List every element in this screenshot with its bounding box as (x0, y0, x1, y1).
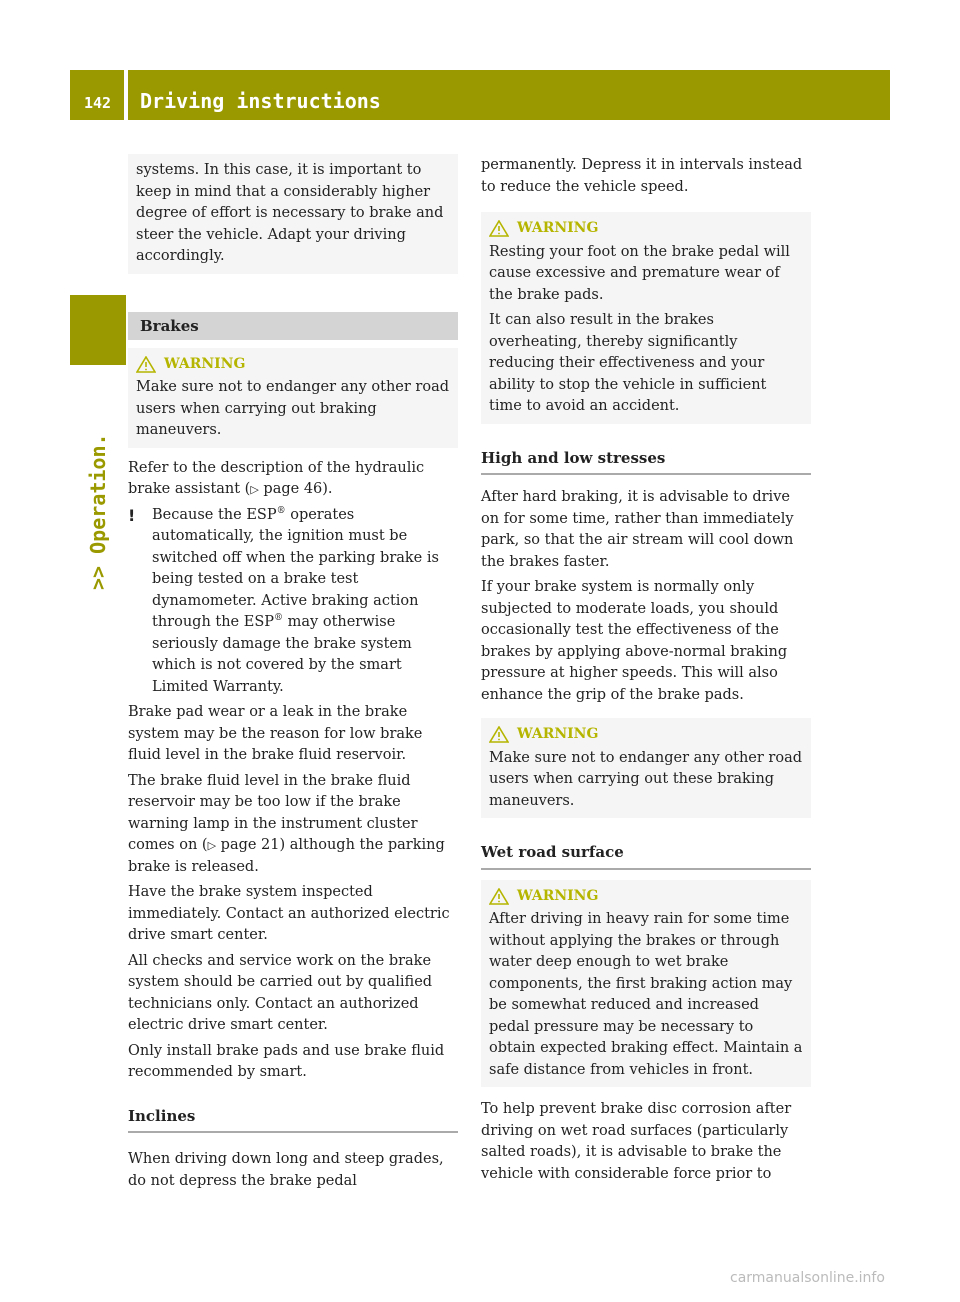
registered-mark: ® (274, 613, 284, 624)
warning-box (481, 718, 811, 818)
warning-header (136, 354, 450, 376)
warning-text: Resting your foot on the brake pedal will cause excessive and premature wear of the brake pads. (489, 243, 790, 303)
paragraph-inclines: When driving down long and steep grades, do not depress the brake pedal (128, 1151, 444, 1189)
paragraph-inspect: Have the brake system inspected immediately. Contact an authorized electric drive smart center. (128, 884, 450, 943)
side-tab-label: >> Operation. (86, 433, 110, 590)
warning-triangle-icon (136, 356, 156, 373)
text: Because the ESP (152, 506, 277, 523)
heading-wet-road: Wet road surface (481, 842, 811, 870)
note-text (152, 505, 458, 699)
warning-triangle-icon (489, 888, 509, 905)
continued-warning-box (128, 154, 458, 274)
paragraph-moderate-loads: If your brake system is normally only subjected to moderate loads, you should occasionally test the effectiveness of the brakes by applying above-normal braking pressure at higher speeds. This will also enhance the grip of the brake pads. (481, 579, 788, 703)
left-column (128, 154, 458, 1196)
watermark: carmanualsonline.info (730, 1270, 885, 1286)
warning-label: WARNING (517, 220, 599, 236)
paragraph-permanently: permanently. Depress it in intervals instead to reduce the vehicle speed. (481, 157, 803, 195)
warning-label: WARNING (517, 887, 599, 904)
section-heading-brakes: Brakes (128, 312, 458, 340)
paragraph-after-braking: After hard braking, it is advisable to drive on for some time, rather than immediately park, so that the air stream will cool down the brakes faster. (481, 489, 794, 570)
paragraph-install: Only install brake pads and use brake fluid recommended by smart. (128, 1042, 445, 1080)
warning-triangle-icon (489, 220, 509, 237)
warning-text: Make sure not to endanger any other road users when carrying out braking maneuvers. (136, 379, 450, 438)
warning-label: WARNING (517, 726, 599, 742)
paragraph-refer (128, 458, 458, 501)
side-tab-block (70, 295, 126, 365)
page-number: 142 (84, 94, 112, 112)
page-ref-icon: ▷ (250, 483, 259, 496)
box-text: systems. In this case, it is important to keep in mind that a considerably higher degree of effort is necessary to brake and steer the vehicle. Adapt your driving accordingly. (136, 162, 444, 264)
warning-text: After driving in heavy rain for some time without applying the brakes or through water deep enough to wet brake components, the first braking action may be somewhat reduced and increased pedal pressure may be necessary to obtain expected braking effect. Maintain a safe distance from vehicles in front. (489, 911, 803, 1078)
warning-header (489, 886, 803, 908)
paragraph-pad-wear: Brake pad wear or a leak in the brake system may be the reason for low brake fluid level in the brake fluid reservoir. (128, 704, 423, 763)
header-title: Driving instructions (140, 89, 381, 113)
text: page 21) although the parking brake is released. (128, 837, 445, 875)
heading-inclines: Inclines (128, 1106, 458, 1134)
exclamation-icon: ! (128, 505, 136, 525)
warning-label: WARNING (164, 355, 246, 372)
paragraph-corrosion: To help prevent brake disc corrosion after driving on wet road surfaces (particularly salted roads), it is advisable to brake the vehicle with considerable force prior to (481, 1101, 792, 1182)
warning-box (481, 880, 811, 1088)
warning-text: Make sure not to endanger any other road users when carrying out these braking maneuvers. (489, 749, 803, 809)
note-esp (128, 505, 458, 699)
header-divider (124, 70, 128, 120)
warning-box (481, 212, 811, 424)
warning-triangle-icon (489, 726, 509, 743)
text: operates automatically, the ignition must be switched off when the parking brake is being tested on a brake test dynamometer. Active braking action through the ESP (152, 506, 439, 630)
warning-header (489, 724, 803, 746)
warning-header (489, 218, 803, 240)
paragraph-checks: All checks and service work on the brake system should be carried out by qualified technicians only. Contact an authorized electric drive smart center. (128, 952, 433, 1033)
paragraph-fluid-level (128, 771, 458, 879)
right-column (481, 155, 811, 1189)
text: Refer to the description of the hydraulic brake assistant ( (128, 459, 425, 497)
registered-mark: ® (276, 505, 286, 516)
warning-box (128, 348, 458, 448)
text: may otherwise seriously damage the brake system which is not covered by the smart Limited Warranty. (152, 614, 412, 695)
page-ref-icon: ▷ (207, 839, 217, 852)
text: page 46). (258, 481, 333, 497)
heading-stresses: High and low stresses (481, 448, 811, 476)
warning-text: It can also result in the brakes overheating, thereby significantly reducing their effectiveness and your ability to stop the vehicle in sufficient time to avoid an accident. (489, 312, 767, 414)
text: The brake fluid level in the brake fluid reservoir may be too low if the brake warning lamp in the instrument cluster comes on ( (128, 772, 418, 853)
